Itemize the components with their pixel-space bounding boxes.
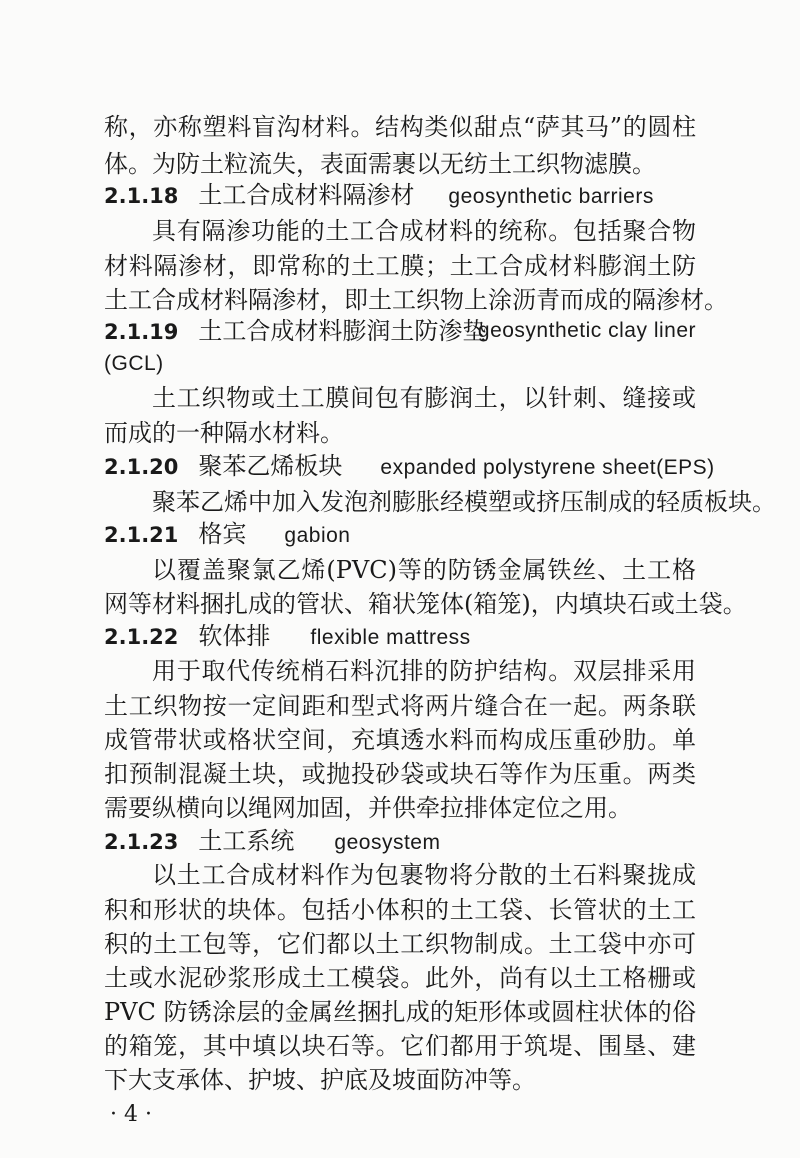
body-text-line: 土工织物或土工膜间包有膨润土，以针刺、缝接或 [152, 384, 696, 412]
body-text-line: 扣预制混凝土块，或抛投砂袋或块石等作为压重。两类 [104, 760, 696, 788]
section-number: 2.1.20 [104, 455, 179, 479]
section-title-en: geosystem [334, 831, 441, 854]
body-text-line: 土工合成材料隔渗材，即土工织物上涂沥青而成的隔渗材。 [104, 286, 728, 314]
body-text-line: 以土工合成材料作为包裹物将分散的土石料聚拢成 [152, 861, 696, 889]
body-text-line: 土或水泥砂浆形成土工模袋。此外，尚有以土工格栅或 [104, 964, 696, 992]
section-title-en: gabion [284, 524, 351, 547]
section-title-zh: 土工合成材料膨润土防渗垫 [198, 317, 487, 345]
body-text-line: 下大支承体、护坡、护底及坡面防冲等。 [104, 1066, 536, 1094]
section-title-en-cont: (GCL) [104, 352, 164, 375]
section-title-zh: 土工系统 [198, 827, 295, 855]
body-text-line: 聚苯乙烯中加入发泡剂膨胀经模塑或挤压制成的轻质板块。 [152, 488, 776, 516]
section-heading-2-1-19 [104, 316, 696, 346]
section-number: 2.1.21 [104, 523, 179, 547]
section-heading-2-1-23 [104, 826, 440, 858]
section-title-zh: 软体排 [198, 622, 271, 650]
body-text-line: 成管带状或格状空间，充填透水料而构成压重砂肋。单 [104, 726, 696, 754]
section-heading-2-1-18 [104, 180, 654, 212]
section-title-en: flexible mattress [310, 626, 471, 649]
body-text-line: 以覆盖聚氯乙烯(PVC)等的防锈金属铁丝、土工格 [152, 556, 696, 584]
body-text-line: 而成的一种隔水材料。 [104, 419, 344, 447]
section-heading-2-1-20 [104, 451, 715, 483]
page-number: · 4 · [110, 1102, 152, 1127]
section-number: 2.1.19 [104, 320, 179, 344]
section-title-zh: 聚苯乙烯板块 [198, 452, 343, 480]
section-title-en: geosynthetic barriers [448, 185, 654, 208]
body-text-line: 积和形状的块体。包括小体积的土工袋、长管状的土工 [104, 896, 696, 924]
section-title-zh: 土工合成材料隔渗材 [198, 181, 415, 209]
section-number: 2.1.18 [104, 184, 179, 208]
section-title-en: expanded polystyrene sheet(EPS) [380, 456, 715, 479]
body-text-line: 用于取代传统梢石料沉排的防护结构。双层排采用 [152, 657, 696, 685]
section-heading-2-1-21 [104, 519, 350, 551]
body-text-line: 积的土工包等，它们都以土工织物制成。土工袋中亦可 [104, 930, 696, 958]
body-text-line: 材料隔渗材，即常称的土工膜；土工合成材料膨润土防 [104, 252, 696, 280]
body-text-line: PVC 防锈涂层的金属丝捆扎成的矩形体或圆柱状体的俗 [104, 998, 696, 1026]
section-heading-2-1-22 [104, 621, 471, 653]
body-text-line: 的箱笼，其中填以块石等。它们都用于筑堤、围垦、建 [104, 1032, 696, 1060]
section-number: 2.1.22 [104, 625, 179, 649]
section-title-en: geosynthetic clay liner [477, 319, 696, 342]
body-text-line: 网等材料捆扎成的管状、箱状笼体(箱笼)，内填块石或土袋。 [104, 590, 747, 618]
body-text-line: 具有隔渗功能的土工合成材料的统称。包括聚合物 [152, 217, 696, 245]
section-title-en-continued [104, 347, 164, 379]
body-text-line: 称，亦称塑料盲沟材料。结构类似甜点“萨其马”的圆柱 [104, 113, 696, 141]
body-text-line: 体。为防土粒流失，表面需裹以无纺土工织物滤膜。 [104, 150, 656, 178]
body-text-line: 土工织物按一定间距和型式将两片缝合在一起。两条联 [104, 692, 696, 720]
section-number: 2.1.23 [104, 830, 179, 854]
body-text-line: 需要纵横向以绳网加固，并供牵拉排体定位之用。 [104, 794, 632, 822]
section-title-zh: 格宾 [198, 520, 247, 548]
